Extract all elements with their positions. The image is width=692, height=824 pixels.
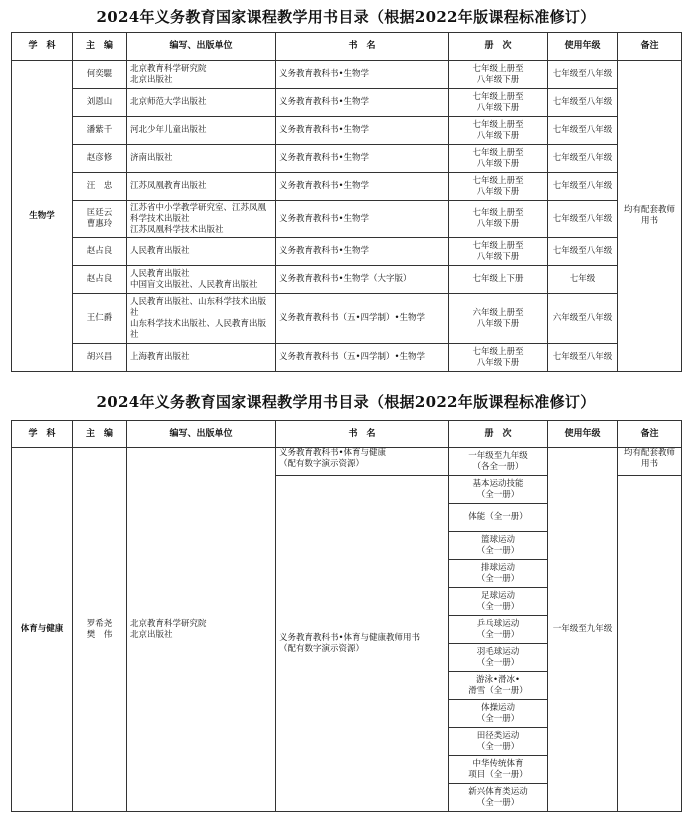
- volume-cell: 体操运动 （全一册）: [449, 700, 548, 728]
- grade-cell: 七年级: [548, 266, 618, 294]
- grade-cell: 七年级至八年级: [548, 145, 618, 173]
- book-cell: 义务教育教科书•生物学: [276, 117, 449, 145]
- volume-cell: 一年级至九年级 （各全一册）: [449, 448, 548, 476]
- header-grade: 使用年级: [548, 33, 618, 61]
- header-book: 书 名: [276, 421, 449, 448]
- volume-cell: 七年级上册至 八年级下册: [449, 173, 548, 201]
- publisher-cell: 济南出版社: [127, 145, 276, 173]
- volume-cell: 七年级上册至 八年级下册: [449, 201, 548, 238]
- volume-cell: 田径类运动 （全一册）: [449, 728, 548, 756]
- volume-cell: 排球运动 （全一册）: [449, 560, 548, 588]
- table-row: [12, 89, 682, 117]
- editor-cell: 刘恩山: [73, 89, 127, 117]
- grade-cell: 七年级至八年级: [548, 201, 618, 238]
- book-cell: 义务教育教科书•生物学: [276, 173, 449, 201]
- header-note: 备注: [618, 33, 682, 61]
- header-publisher: 编写、出版单位: [127, 33, 276, 61]
- publisher-cell: 河北少年儿童出版社: [127, 117, 276, 145]
- editor-cell: 罗希尧 樊 伟: [73, 448, 127, 812]
- header-book: 书 名: [276, 33, 449, 61]
- volume-cell: 足球运动 （全一册）: [449, 588, 548, 616]
- volume-cell: 七年级上册至 八年级下册: [449, 145, 548, 173]
- editor-cell: 胡兴昌: [73, 344, 127, 372]
- table-row: [12, 145, 682, 173]
- header-publisher: 编写、出版单位: [127, 421, 276, 448]
- editor-cell: 匡廷云 曹惠玲: [73, 201, 127, 238]
- editor-cell: 赵彦修: [73, 145, 127, 173]
- grade-cell: 七年级至八年级: [548, 344, 618, 372]
- editor-cell: 赵占良: [73, 238, 127, 266]
- page-title-2: 2024年义务教育国家课程教学用书目录（根据2022年版课程标准修订）: [96, 393, 596, 411]
- biology-table: [11, 32, 682, 372]
- grade-cell: 一年级至九年级: [548, 448, 618, 812]
- editor-cell: 王仁爵: [73, 294, 127, 344]
- table-row: [12, 344, 682, 372]
- volume-cell: 游泳•滑冰• 滑雪（全一册）: [449, 672, 548, 700]
- editor-cell: 潘紫千: [73, 117, 127, 145]
- book-cell: 义务教育教科书•生物学: [276, 89, 449, 117]
- volume-cell: 羽毛球运动 （全一册）: [449, 644, 548, 672]
- table-row: [12, 117, 682, 145]
- volume-cell: 七年级上册至 八年级下册: [449, 61, 548, 89]
- publisher-cell: 江苏省中小学教学研究室、江苏凤凰科学技术出版社 江苏凤凰科学技术出版社: [127, 201, 276, 238]
- publisher-cell: 北京教育科学研究院 北京出版社: [127, 61, 276, 89]
- page-title: 2024年义务教育国家课程教学用书目录（根据2022年版课程标准修订）: [96, 8, 596, 26]
- book-cell: 义务教育教科书•体育与健康教师用书 （配有数字演示资源）: [276, 476, 449, 812]
- editor-cell: 何奕騉: [73, 61, 127, 89]
- book-cell: 义务教育教科书•生物学: [276, 61, 449, 89]
- volume-cell: 新兴体育类运动 （全一册）: [449, 784, 548, 812]
- grade-cell: 七年级至八年级: [548, 238, 618, 266]
- table-row: [12, 294, 682, 344]
- note-cell: 均有配套教师用书: [618, 61, 682, 372]
- book-cell: 义务教育教科书（五•四学制）•生物学: [276, 294, 449, 344]
- volume-cell: 体能（全一册）: [449, 504, 548, 532]
- header-subject: 学 科: [12, 33, 73, 61]
- volume-cell: 七年级上册至 八年级下册: [449, 89, 548, 117]
- note-cell: 均有配套教师用书: [618, 448, 682, 476]
- volume-cell: 中华传统体育 项目（全一册）: [449, 756, 548, 784]
- header-volume: 册 次: [449, 421, 548, 448]
- grade-cell: 七年级至八年级: [548, 89, 618, 117]
- volume-cell: 基本运动技能 （全一册）: [449, 476, 548, 504]
- table-row: [12, 201, 682, 238]
- table-row: [12, 238, 682, 266]
- volume-cell: 七年级上册至 八年级下册: [449, 117, 548, 145]
- publisher-cell: 人民教育出版社: [127, 238, 276, 266]
- grade-cell: 七年级至八年级: [548, 117, 618, 145]
- volume-cell: 乒乓球运动 （全一册）: [449, 616, 548, 644]
- grade-cell: 六年级至八年级: [548, 294, 618, 344]
- volume-cell: 七年级上册至 八年级下册: [449, 344, 548, 372]
- publisher-cell: 北京教育科学研究院 北京出版社: [127, 448, 276, 812]
- subject-cell: 生物学: [12, 61, 73, 372]
- header-note: 备注: [618, 421, 682, 448]
- editor-cell: 汪 忠: [73, 173, 127, 201]
- grade-cell: 七年级至八年级: [548, 173, 618, 201]
- volume-cell: 篮球运动 （全一册）: [449, 532, 548, 560]
- table-row: [12, 266, 682, 294]
- volume-cell: 七年级上册至 八年级下册: [449, 238, 548, 266]
- pe-table: [11, 420, 682, 812]
- publisher-cell: 北京师范大学出版社: [127, 89, 276, 117]
- book-cell: 义务教育教科书•生物学: [276, 145, 449, 173]
- book-cell: 义务教育教科书•体育与健康 （配有数字演示资源）: [276, 448, 449, 476]
- editor-cell: 赵占良: [73, 266, 127, 294]
- book-cell: 义务教育教科书•生物学: [276, 201, 449, 238]
- table-row: [12, 61, 682, 89]
- publisher-cell: 江苏凤凰教育出版社: [127, 173, 276, 201]
- volume-cell: 六年级上册至 八年级下册: [449, 294, 548, 344]
- publisher-cell: 上海教育出版社: [127, 344, 276, 372]
- header-subject: 学 科: [12, 421, 73, 448]
- table-header-row: [12, 33, 682, 61]
- header-editor: 主 编: [73, 421, 127, 448]
- note-cell-empty: [618, 476, 682, 812]
- book-cell: 义务教育教科书（五•四学制）•生物学: [276, 344, 449, 372]
- book-cell: 义务教育教科书•生物学（大字版）: [276, 266, 449, 294]
- header-editor: 主 编: [73, 33, 127, 61]
- book-cell: 义务教育教科书•生物学: [276, 238, 449, 266]
- table-row: [12, 173, 682, 201]
- volume-cell: 七年级上下册: [449, 266, 548, 294]
- publisher-cell: 人民教育出版社、山东科学技术出版社 山东科学技术出版社、人民教育出版社: [127, 294, 276, 344]
- subject-cell: 体育与健康: [12, 448, 73, 812]
- header-grade: 使用年级: [548, 421, 618, 448]
- table-row: [12, 448, 682, 476]
- header-volume: 册 次: [449, 33, 548, 61]
- publisher-cell: 人民教育出版社 中国盲文出版社、人民教育出版社: [127, 266, 276, 294]
- table-header-row: [12, 421, 682, 448]
- grade-cell: 七年级至八年级: [548, 61, 618, 89]
